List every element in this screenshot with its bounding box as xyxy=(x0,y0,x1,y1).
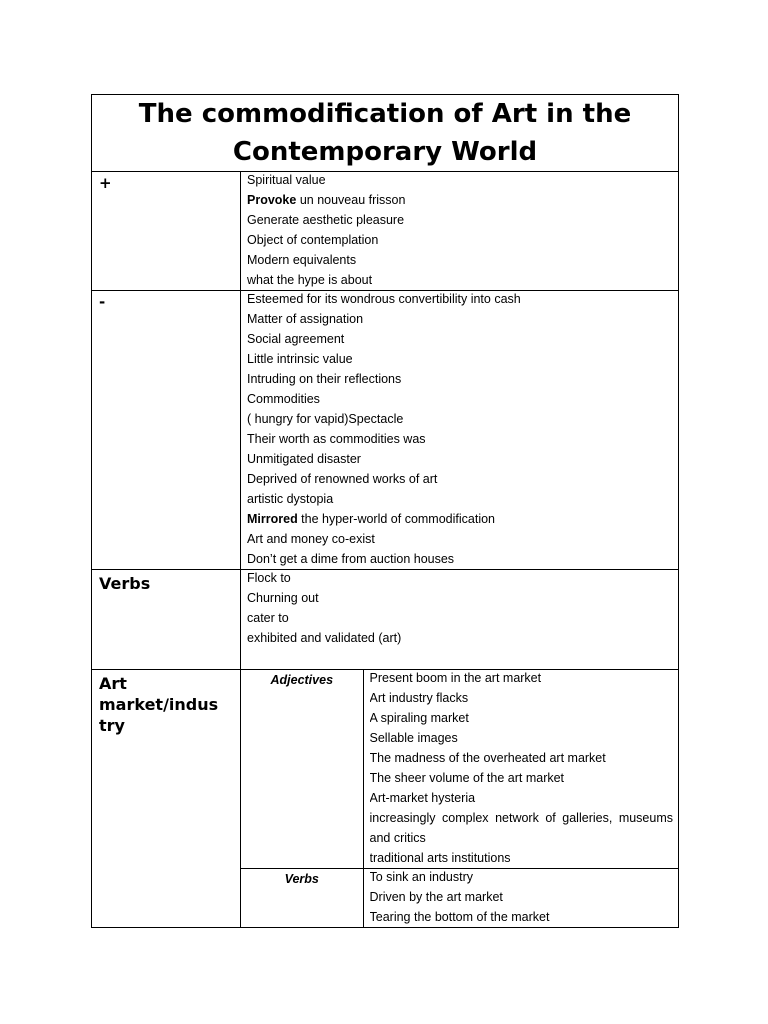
plus-content xyxy=(241,172,679,291)
verbs-row xyxy=(92,570,679,670)
market-verbs-content xyxy=(363,869,678,928)
minus-label: - xyxy=(99,293,106,311)
verbs-label: Verbs xyxy=(99,574,151,593)
list-item: and critics xyxy=(369,831,426,845)
list-item: Spiritual value xyxy=(247,173,326,187)
list-item: increasingly complex network of galleries, museums xyxy=(369,811,673,825)
list-item: Unmitigated disaster xyxy=(247,452,361,466)
list-item: Churning out xyxy=(247,591,319,605)
list-item: exhibited and validated (art) xyxy=(247,631,402,645)
art-market-label-cell xyxy=(92,670,241,928)
verbs-list xyxy=(247,568,673,648)
minus-content xyxy=(241,291,679,570)
market-verbs-label-cell xyxy=(241,869,363,928)
plus-label: + xyxy=(99,174,112,192)
emphasis-text: Mirrored xyxy=(247,512,298,526)
list-item: Driven by the art market xyxy=(369,890,503,904)
title-cell xyxy=(92,95,679,172)
list-item: Sellable images xyxy=(369,731,458,745)
list-item: Modern equivalents xyxy=(247,253,357,267)
list-item: Art industry flacks xyxy=(369,691,469,705)
verbs-content xyxy=(241,570,679,670)
list-item: artistic dystopia xyxy=(247,492,334,506)
minus-row xyxy=(92,291,679,570)
item-text: the hyper-world of commodification xyxy=(297,512,496,526)
plus-list xyxy=(247,170,673,290)
art-market-subtable xyxy=(241,670,678,927)
item-text: un nouveau frisson xyxy=(296,193,406,207)
art-market-label-line-3: try xyxy=(99,716,125,735)
list-item: Object of contemplation xyxy=(247,233,379,247)
adjectives-list xyxy=(370,668,674,868)
title-row xyxy=(92,95,679,172)
minus-label-cell xyxy=(92,291,241,570)
emphasis-text: Provoke xyxy=(247,193,297,207)
list-item: what the hype is about xyxy=(247,273,373,287)
market-verbs-row xyxy=(241,869,678,928)
list-item: Present boom in the art market xyxy=(369,671,542,685)
art-market-label xyxy=(99,670,240,736)
art-market-row xyxy=(92,670,679,928)
title-line-2: Contemporary World xyxy=(232,137,538,167)
list-item: traditional arts institutions xyxy=(369,851,511,865)
list-item: Intruding on their reflections xyxy=(247,372,402,386)
market-verbs-label: Verbs xyxy=(284,872,319,886)
adjectives-content xyxy=(363,670,678,869)
list-item: Art-market hysteria xyxy=(369,791,476,805)
list-item: Little intrinsic value xyxy=(247,352,353,366)
adjectives-label-cell xyxy=(241,670,363,869)
list-item: cater to xyxy=(247,611,289,625)
document-title xyxy=(92,95,678,171)
document-table xyxy=(91,94,679,928)
list-item: Their worth as commodities was xyxy=(247,432,426,446)
list-item: Social agreement xyxy=(247,332,345,346)
art-market-label-line-1: Art xyxy=(99,674,127,693)
adjectives-row xyxy=(241,670,678,869)
plus-row xyxy=(92,172,679,291)
list-item: Deprived of renowned works of art xyxy=(247,472,438,486)
list-item: A spiraling market xyxy=(369,711,469,725)
list-item: Esteemed for its wondrous convertibility into cash xyxy=(247,292,521,306)
art-market-label-line-2: market/indus xyxy=(99,695,219,714)
list-item xyxy=(247,509,673,529)
list-item: Commodities xyxy=(247,392,320,406)
list-item: The sheer volume of the art market xyxy=(369,771,565,785)
plus-label-cell xyxy=(92,172,241,291)
market-verbs-list xyxy=(370,867,674,927)
title-line-1: The commodification of Art in the xyxy=(138,99,632,129)
list-item xyxy=(247,190,673,210)
verbs-label-cell xyxy=(92,570,241,670)
list-item: To sink an industry xyxy=(369,870,474,884)
list-item: Don’t get a dime from auction houses xyxy=(247,552,455,566)
list-item: Flock to xyxy=(247,571,291,585)
adjectives-label: Adjectives xyxy=(270,673,334,687)
list-item: The madness of the overheated art market xyxy=(369,751,606,765)
list-item: Generate aesthetic pleasure xyxy=(247,213,405,227)
list-item: Matter of assignation xyxy=(247,312,364,326)
minus-list xyxy=(247,289,673,569)
list-item: Art and money co-exist xyxy=(247,532,375,546)
list-item: ( hungry for vapid)Spectacle xyxy=(247,412,404,426)
list-item: Tearing the bottom of the market xyxy=(369,910,550,924)
art-market-content xyxy=(241,670,679,928)
